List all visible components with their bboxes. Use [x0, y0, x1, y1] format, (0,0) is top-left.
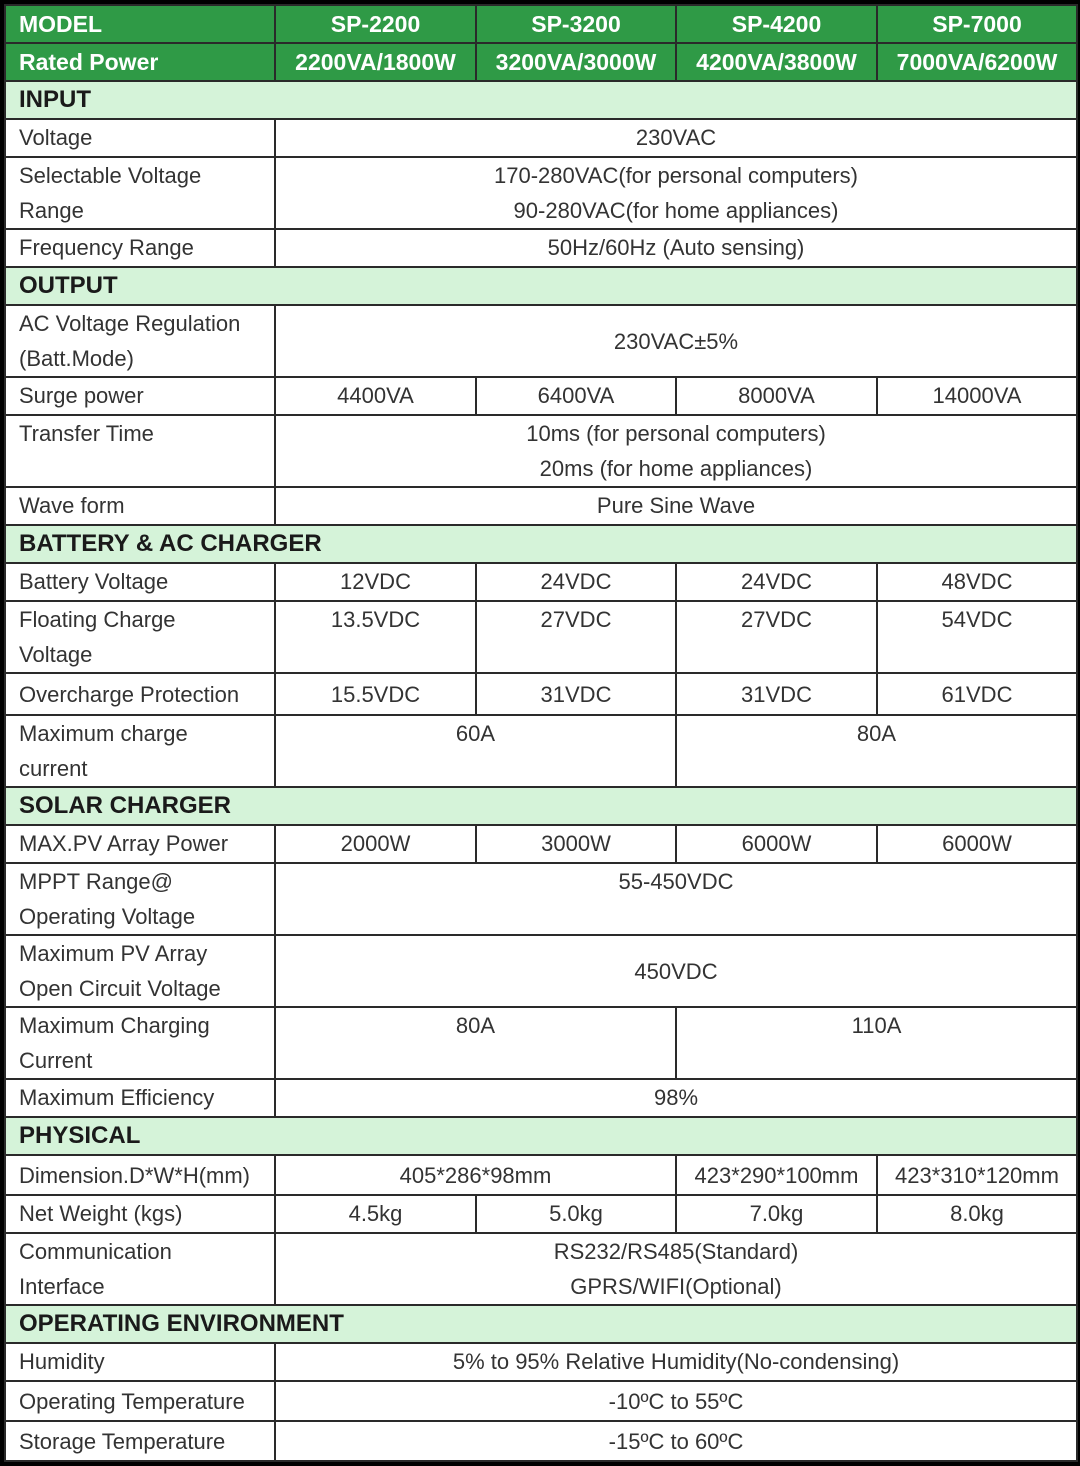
row-operating-temperature: [5, 1381, 1077, 1421]
row-label: [5, 935, 275, 1007]
floating-sp4200: 27VDC: [676, 601, 877, 673]
overcharge-sp3200: 31VDC: [476, 673, 676, 715]
open-circuit-value: 450VDC: [275, 935, 1077, 1007]
rated-power-sp2200: 2200VA/1800W: [275, 43, 476, 81]
weight-sp3200: 5.0kg: [476, 1195, 676, 1233]
row-label: Frequency Range: [5, 229, 275, 267]
row-label: [5, 715, 275, 787]
value-line: GPRS/WIFI(Optional): [570, 1274, 782, 1299]
rated-power-label: Rated Power: [5, 43, 275, 81]
section-battery: [5, 525, 1077, 563]
row-label: Battery Voltage: [5, 563, 275, 601]
transfer-time-value: [275, 415, 1077, 487]
label-line: Maximum Charging: [19, 1013, 210, 1038]
battery-voltage-sp2200: 12VDC: [275, 563, 476, 601]
label-line: current: [19, 756, 88, 781]
selectable-voltage-value: [275, 157, 1077, 229]
model-label: MODEL: [5, 5, 275, 43]
max-charge-sp4200-7000: 80A: [676, 715, 1077, 787]
weight-sp7000: 8.0kg: [877, 1195, 1077, 1233]
label-line: Operating Voltage: [19, 904, 196, 929]
row-label: [5, 1007, 275, 1079]
label-line: Selectable Voltage: [19, 163, 202, 188]
surge-sp4200: 8000VA: [676, 377, 877, 415]
row-label: Voltage: [5, 119, 275, 157]
row-label: Operating Temperature: [5, 1381, 275, 1421]
communication-value: [275, 1233, 1077, 1305]
rated-power-sp4200: 4200VA/3800W: [676, 43, 877, 81]
row-voltage: [5, 119, 1077, 157]
section-title-physical: PHYSICAL: [5, 1117, 1077, 1155]
row-label: Overcharge Protection: [5, 673, 275, 715]
row-label: Humidity: [5, 1343, 275, 1381]
pv-power-sp3200: 3000W: [476, 825, 676, 863]
row-floating-charge: [5, 601, 1077, 673]
row-label: Maximum Efficiency: [5, 1079, 275, 1117]
model-sp4200: SP-4200: [676, 5, 877, 43]
section-physical: [5, 1117, 1077, 1155]
label-line: Range: [19, 198, 84, 223]
voltage-value: 230VAC: [275, 119, 1077, 157]
value-line: RS232/RS485(Standard): [553, 1239, 799, 1264]
row-label: Net Weight (kgs): [5, 1195, 275, 1233]
label-line: (Batt.Mode): [19, 346, 134, 371]
dimension-sp2200-3200: 405*286*98mm: [275, 1155, 676, 1195]
model-sp7000: SP-7000: [877, 5, 1077, 43]
battery-voltage-sp3200: 24VDC: [476, 563, 676, 601]
floating-sp3200: 27VDC: [476, 601, 676, 673]
rated-power-sp3200: 3200VA/3000W: [476, 43, 676, 81]
label-line: Floating Charge: [19, 607, 176, 632]
row-transfer-time: [5, 415, 1077, 487]
section-output: [5, 267, 1077, 305]
row-label: MAX.PV Array Power: [5, 825, 275, 863]
row-label: Dimension.D*W*H(mm): [5, 1155, 275, 1195]
row-max-charge-current: [5, 715, 1077, 787]
overcharge-sp2200: 15.5VDC: [275, 673, 476, 715]
row-label: [5, 601, 275, 673]
row-label: Wave form: [5, 487, 275, 525]
section-environment: [5, 1305, 1077, 1343]
surge-sp2200: 4400VA: [275, 377, 476, 415]
pv-power-sp2200: 2000W: [275, 825, 476, 863]
pv-power-sp4200: 6000W: [676, 825, 877, 863]
model-sp2200: SP-2200: [275, 5, 476, 43]
section-title-battery: BATTERY & AC CHARGER: [5, 525, 1077, 563]
label-line: Voltage: [19, 642, 93, 667]
label-line: AC Voltage Regulation: [19, 311, 241, 336]
row-open-circuit: [5, 935, 1077, 1007]
rated-power-row: [5, 43, 1077, 81]
section-solar: [5, 787, 1077, 825]
row-selectable-voltage: [5, 157, 1077, 229]
row-efficiency: [5, 1079, 1077, 1117]
row-communication: [5, 1233, 1077, 1305]
row-mppt: [5, 863, 1077, 935]
row-label: [5, 863, 275, 935]
humidity-value: 5% to 95% Relative Humidity(No-condensing): [275, 1343, 1077, 1381]
section-title-input: INPUT: [5, 81, 1077, 119]
rated-power-sp7000: 7000VA/6200W: [877, 43, 1077, 81]
section-input: [5, 81, 1077, 119]
dimension-sp7000: 423*310*120mm: [877, 1155, 1077, 1195]
charging-current-sp2200-3200: 80A: [275, 1007, 676, 1079]
row-surge-power: [5, 377, 1077, 415]
wave-form-value: Pure Sine Wave: [275, 487, 1077, 525]
dimension-sp4200: 423*290*100mm: [676, 1155, 877, 1195]
row-dimension: [5, 1155, 1077, 1195]
label-line: Current: [19, 1048, 93, 1073]
weight-sp2200: 4.5kg: [275, 1195, 476, 1233]
value-line: 90-280VAC(for home appliances): [513, 198, 839, 223]
efficiency-value: 98%: [275, 1079, 1077, 1117]
label-line: Communication: [19, 1239, 172, 1264]
row-label: [5, 305, 275, 377]
row-wave-form: [5, 487, 1077, 525]
row-label: Surge power: [5, 377, 275, 415]
model-sp3200: SP-3200: [476, 5, 676, 43]
row-label: [5, 1233, 275, 1305]
ac-regulation-value: 230VAC±5%: [275, 305, 1077, 377]
section-title-output: OUTPUT: [5, 267, 1077, 305]
label-line: Open Circuit Voltage: [19, 976, 221, 1001]
section-title-environment: OPERATING ENVIRONMENT: [5, 1305, 1077, 1343]
model-row: [5, 5, 1077, 43]
label-line: Interface: [19, 1274, 105, 1299]
value-line: 170-280VAC(for personal computers): [494, 163, 858, 188]
storage-temperature-value: -15ºC to 60ºC: [275, 1421, 1077, 1461]
battery-voltage-sp7000: 48VDC: [877, 563, 1077, 601]
row-storage-temperature: [5, 1421, 1077, 1461]
section-title-solar: SOLAR CHARGER: [5, 787, 1077, 825]
battery-voltage-sp4200: 24VDC: [676, 563, 877, 601]
spec-table: [4, 4, 1078, 1462]
row-frequency: [5, 229, 1077, 267]
pv-power-sp7000: 6000W: [877, 825, 1077, 863]
label-line: MPPT Range@: [19, 869, 173, 894]
spec-sheet: [4, 4, 1076, 1462]
row-label: Transfer Time: [5, 415, 275, 487]
value-line: 10ms (for personal computers): [526, 421, 826, 446]
charging-current-sp4200-7000: 110A: [676, 1007, 1077, 1079]
mppt-value: 55-450VDC: [275, 863, 1077, 935]
row-max-charging-current: [5, 1007, 1077, 1079]
row-humidity: [5, 1343, 1077, 1381]
row-pv-power: [5, 825, 1077, 863]
row-overcharge: [5, 673, 1077, 715]
row-label: [5, 157, 275, 229]
floating-sp2200: 13.5VDC: [275, 601, 476, 673]
operating-temperature-value: -10ºC to 55ºC: [275, 1381, 1077, 1421]
value-line: 20ms (for home appliances): [539, 456, 813, 481]
overcharge-sp4200: 31VDC: [676, 673, 877, 715]
weight-sp4200: 7.0kg: [676, 1195, 877, 1233]
frequency-value: 50Hz/60Hz (Auto sensing): [275, 229, 1077, 267]
row-ac-regulation: [5, 305, 1077, 377]
row-net-weight: [5, 1195, 1077, 1233]
label-line: Maximum charge: [19, 721, 188, 746]
overcharge-sp7000: 61VDC: [877, 673, 1077, 715]
row-battery-voltage: [5, 563, 1077, 601]
floating-sp7000: 54VDC: [877, 601, 1077, 673]
row-label: Storage Temperature: [5, 1421, 275, 1461]
max-charge-sp2200-3200: 60A: [275, 715, 676, 787]
label-line: Maximum PV Array: [19, 941, 208, 966]
surge-sp3200: 6400VA: [476, 377, 676, 415]
surge-sp7000: 14000VA: [877, 377, 1077, 415]
